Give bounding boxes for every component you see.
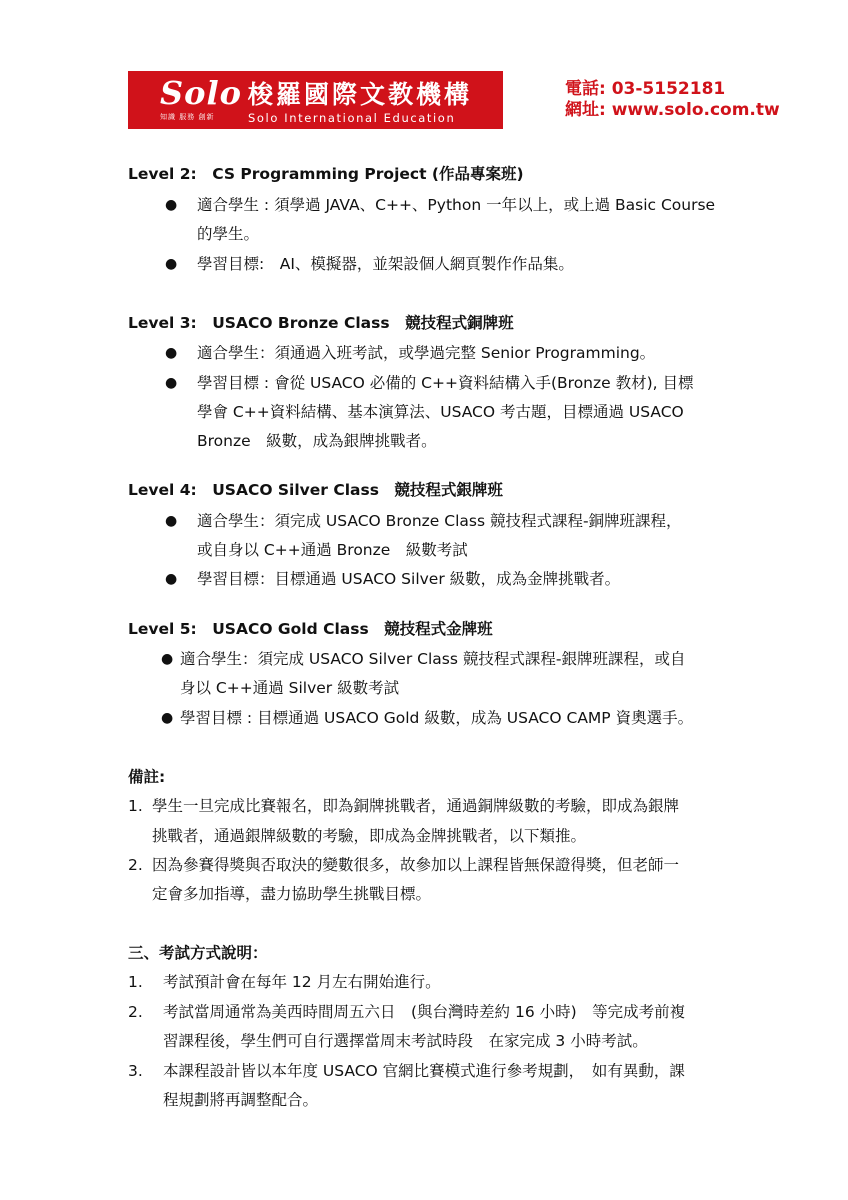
- exam-item-3-line-2: 程規劃將再調整配合。: [163, 1091, 319, 1109]
- level-5-bullet-1-line-1: 適合學生：須完成 USACO Silver Class 競技程式課程-銀牌班課程，或自: [180, 650, 686, 668]
- website-url: 網址: www.solo.com.tw: [565, 100, 780, 120]
- bullet-icon: ●: [165, 375, 178, 391]
- level-2-bullet-1-line-1: 適合學生 : 須學過 JAVA、C++、Python 一年以上，或上過 Basic Course: [197, 196, 716, 214]
- brand-name-chinese: 梭羅國際文教機構: [248, 80, 473, 109]
- bullet-icon: ●: [161, 710, 174, 726]
- note-2-number: 2.: [128, 856, 143, 874]
- note-2-line-2: 定會多加指導，盡力協助學生挑戰目標。: [152, 885, 432, 903]
- level-4-bullet-1-line-2: 或自身以 C++通過 Bronze 級數考試: [197, 541, 468, 559]
- level-2-bullet-2: 學習目標: AI、模擬器，並架設個人網頁製作作品集。: [197, 255, 574, 273]
- exam-item-3-number: 3.: [128, 1062, 143, 1080]
- level-3-bullet-2-line-3: Bronze 級數，成為銀牌挑戰者。: [197, 432, 437, 450]
- level-3-bullet-2-line-1: 學習目標 : 會從 USACO 必備的 C++資料結構入手(Bronze 教材), 目標: [197, 374, 694, 392]
- level-4-bullet-1-line-1: 適合學生：須完成 USACO Bronze Class 競技程式課程-銅牌班課程，: [197, 512, 682, 530]
- exam-item-1-line-1: 考試預計會在每年 12 月左右開始進行。: [163, 973, 441, 991]
- exam-item-1-number: 1.: [128, 973, 143, 991]
- note-1-number: 1.: [128, 797, 143, 815]
- phone-number: 電話: 03-5152181: [565, 79, 726, 99]
- bullet-icon: ●: [161, 651, 174, 667]
- bullet-icon: ●: [165, 571, 178, 587]
- level-5-bullet-1-line-2: 身以 C++通過 Silver 級數考試: [180, 679, 400, 697]
- exam-item-3-line-1: 本課程設計皆以本年度 USACO 官網比賽模式進行參考規劃， 如有異動，課: [163, 1062, 685, 1080]
- exam-item-2-line-2: 習課程後，學生們可自行選擇當周末考試時段 在家完成 3 小時考試。: [163, 1032, 648, 1050]
- exam-item-2-line-1: 考試當周通常為美西時間周五六日 (與台灣時差約 16 小時) 等完成考前複: [163, 1003, 686, 1021]
- level-4-title: Level 4: USACO Silver Class 競技程式銀牌班: [128, 481, 503, 499]
- level-4-bullet-2: 學習目標：目標通過 USACO Silver 級數，成為金牌挑戰者。: [197, 570, 621, 588]
- bullet-icon: ●: [165, 345, 178, 361]
- level-5-title: Level 5: USACO Gold Class 競技程式金牌班: [128, 620, 493, 638]
- brand-name-english: Solo International Education: [248, 111, 456, 125]
- exam-item-2-number: 2.: [128, 1003, 143, 1021]
- level-2-bullet-1-line-2: 的學生。: [197, 225, 260, 243]
- bullet-icon: ●: [165, 513, 178, 529]
- level-2-title: Level 2: CS Programming Project (作品專案班): [128, 165, 524, 183]
- notes-title: 備註:: [128, 768, 166, 786]
- level-3-bullet-1: 適合學生：須通過入班考試，或學過完整 Senior Programming。: [197, 344, 656, 362]
- brand-logo: Solo: [160, 74, 242, 112]
- note-1-line-1: 學生一旦完成比賽報名，即為銅牌挑戰者，通過銅牌級數的考驗，即成為銀牌: [152, 797, 680, 815]
- note-1-line-2: 挑戰者，通過銀牌級數的考驗，即成為金牌挑戰者，以下類推。: [152, 827, 587, 845]
- bullet-icon: ●: [165, 256, 178, 272]
- level-3-title: Level 3: USACO Bronze Class 競技程式銅牌班: [128, 314, 514, 332]
- bullet-icon: ●: [165, 197, 178, 213]
- level-3-bullet-2-line-2: 學會 C++資料結構、基本演算法、USACO 考古題，目標通過 USACO: [197, 403, 684, 421]
- brand-slogan: 知識 服務 創新: [160, 113, 215, 121]
- note-2-line-1: 因為參賽得獎與否取決的變數很多，故參加以上課程皆無保證得獎，但老師一: [152, 856, 680, 874]
- exam-section-title: 三、考試方式說明：: [128, 944, 268, 962]
- level-5-bullet-2: 學習目標 : 目標通過 USACO Gold 級數，成為 USACO CAMP 資奧選手。: [180, 709, 694, 727]
